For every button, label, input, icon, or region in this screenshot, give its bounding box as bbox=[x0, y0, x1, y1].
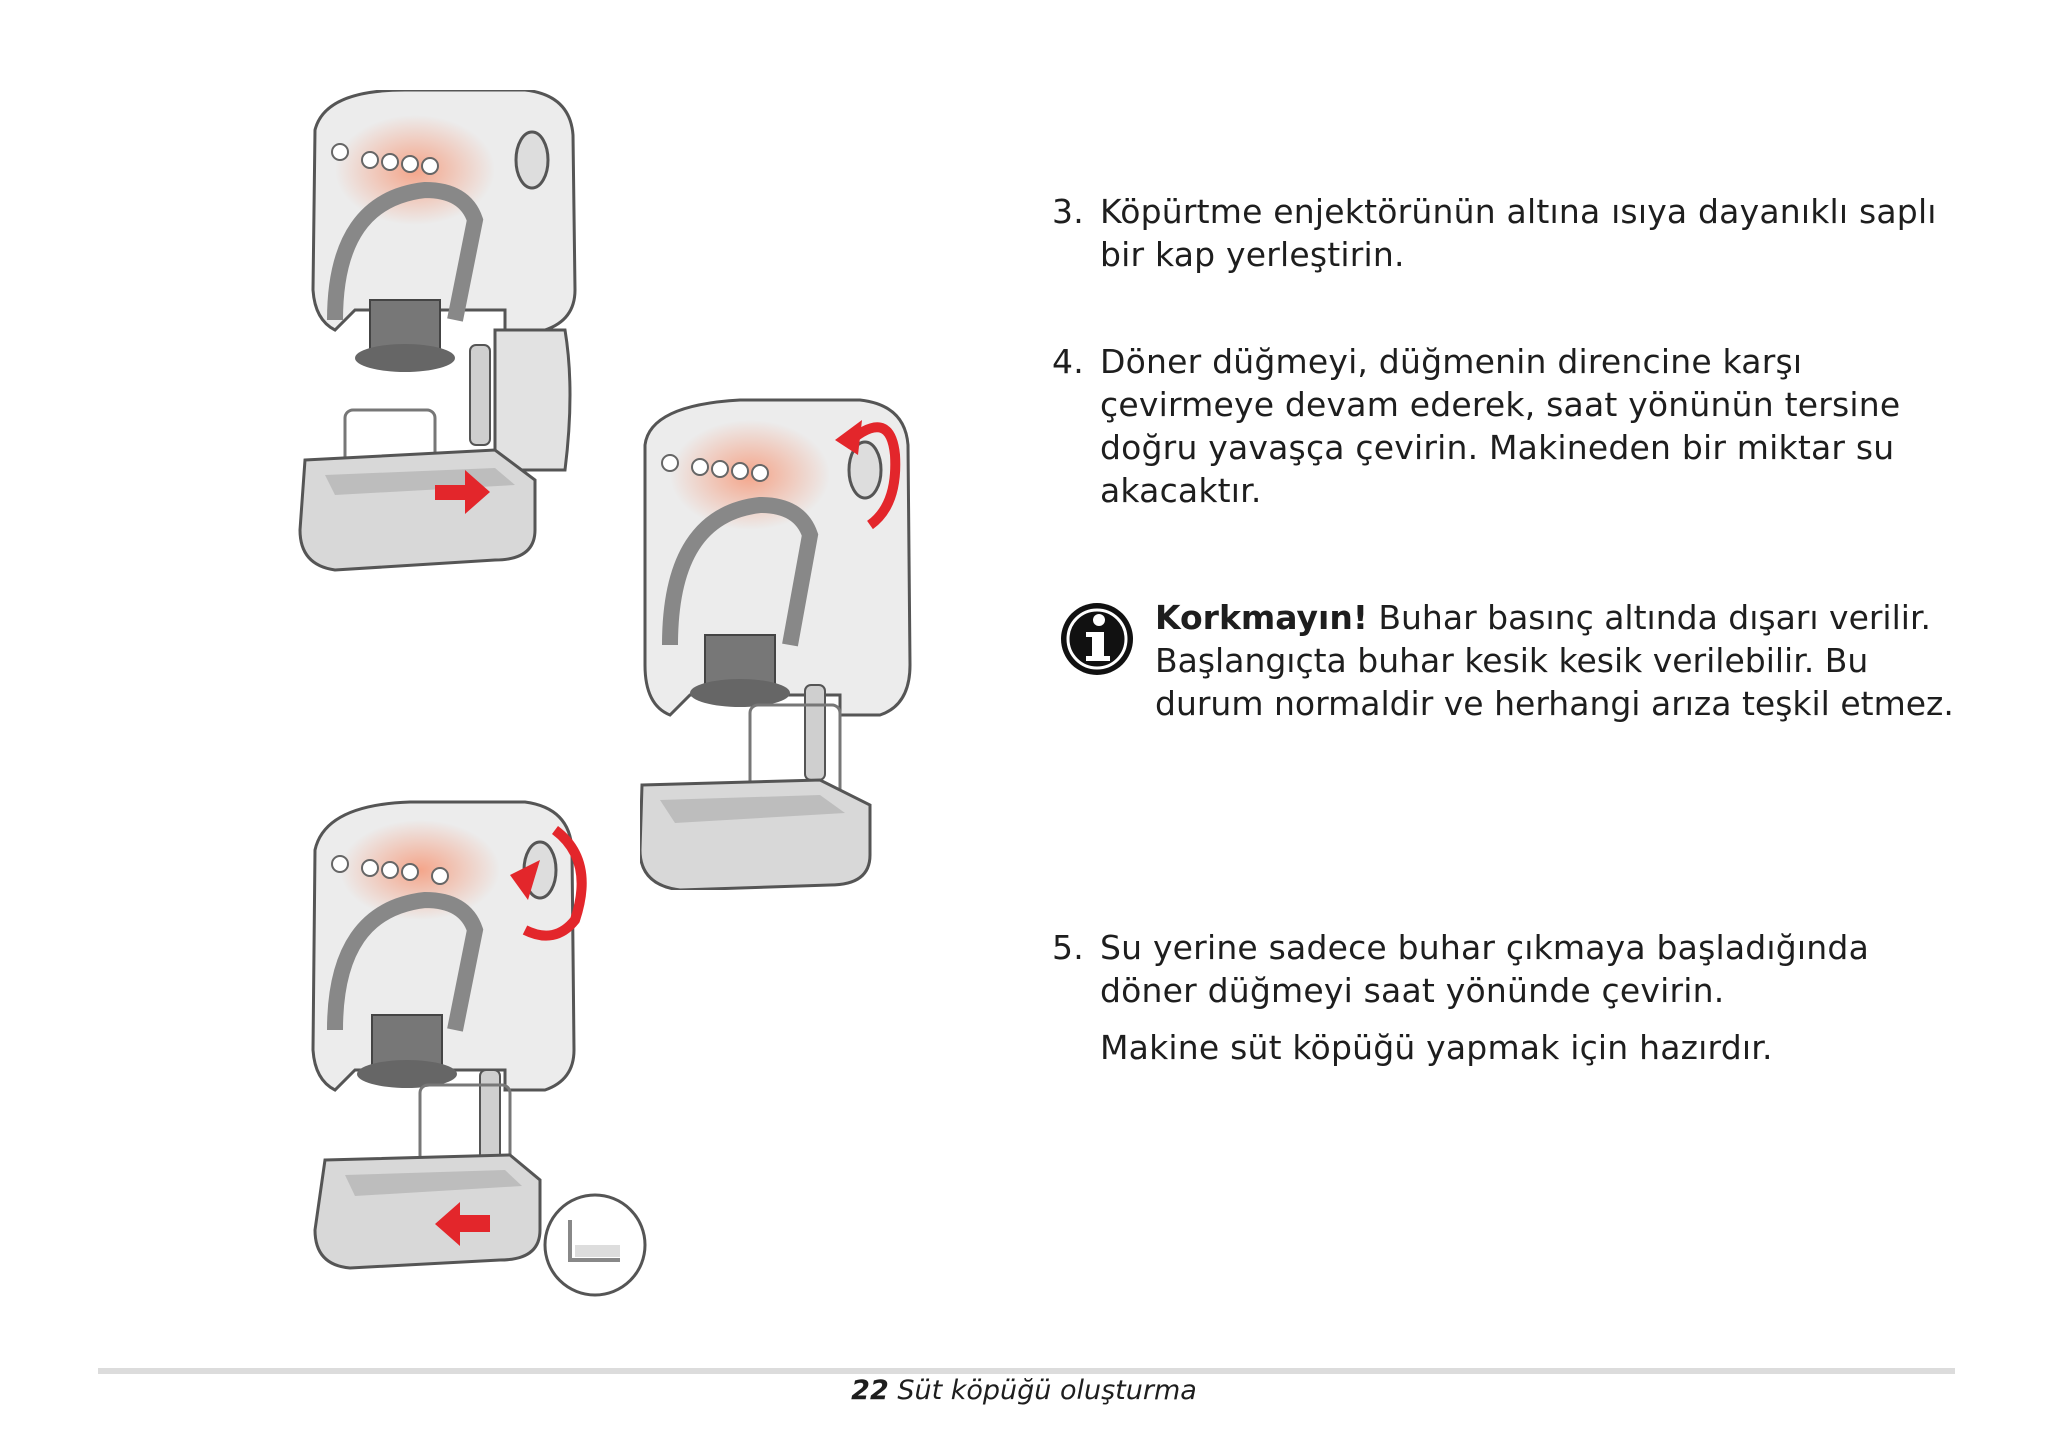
machine-illustration-step3 bbox=[295, 90, 595, 580]
step-number: 4. bbox=[1052, 342, 1084, 381]
page-footer bbox=[0, 1373, 2048, 1409]
step-text: Köpürtme enjektörünün altına ısıya dayanıklı saplı bir kap yerleştirin. bbox=[1100, 192, 1937, 274]
info-icon bbox=[1058, 600, 1136, 678]
step-result-text: Makine süt köpüğü yapmak için hazırdır. bbox=[1100, 1028, 1773, 1067]
notice-bold: Korkmayın! bbox=[1155, 598, 1368, 637]
machine-illustration-step4 bbox=[640, 385, 930, 890]
notice-box bbox=[1058, 596, 1958, 736]
section-title: Süt köpüğü oluşturma bbox=[897, 1375, 1197, 1406]
step-number: 5. bbox=[1052, 928, 1084, 967]
step-number: 3. bbox=[1052, 192, 1084, 231]
step-3 bbox=[1052, 190, 1952, 276]
page-number: 22 bbox=[851, 1375, 889, 1406]
step-text: Döner düğmeyi, düğmenin direncine karşı çevirmeye devam ederek, saat yönünün tersine doğru yavaşça çevirin. Makineden bir miktar su akacaktır. bbox=[1100, 342, 1901, 510]
notice-body: Buhar basınç altında dışarı verilir. Başlangıçta buhar kesik kesik verilebilir. Bu durum normaldir ve herhangi arıza teşkil etmez. bbox=[1155, 598, 1954, 723]
notice-text bbox=[1155, 596, 1955, 725]
step-5 bbox=[1052, 926, 1952, 1069]
step-4 bbox=[1052, 340, 1952, 512]
machine-illustration-step5 bbox=[300, 800, 660, 1300]
step-text: Su yerine sadece buhar çıkmaya başladığında döner düğmeyi saat yönünde çevirin. bbox=[1100, 928, 1869, 1010]
